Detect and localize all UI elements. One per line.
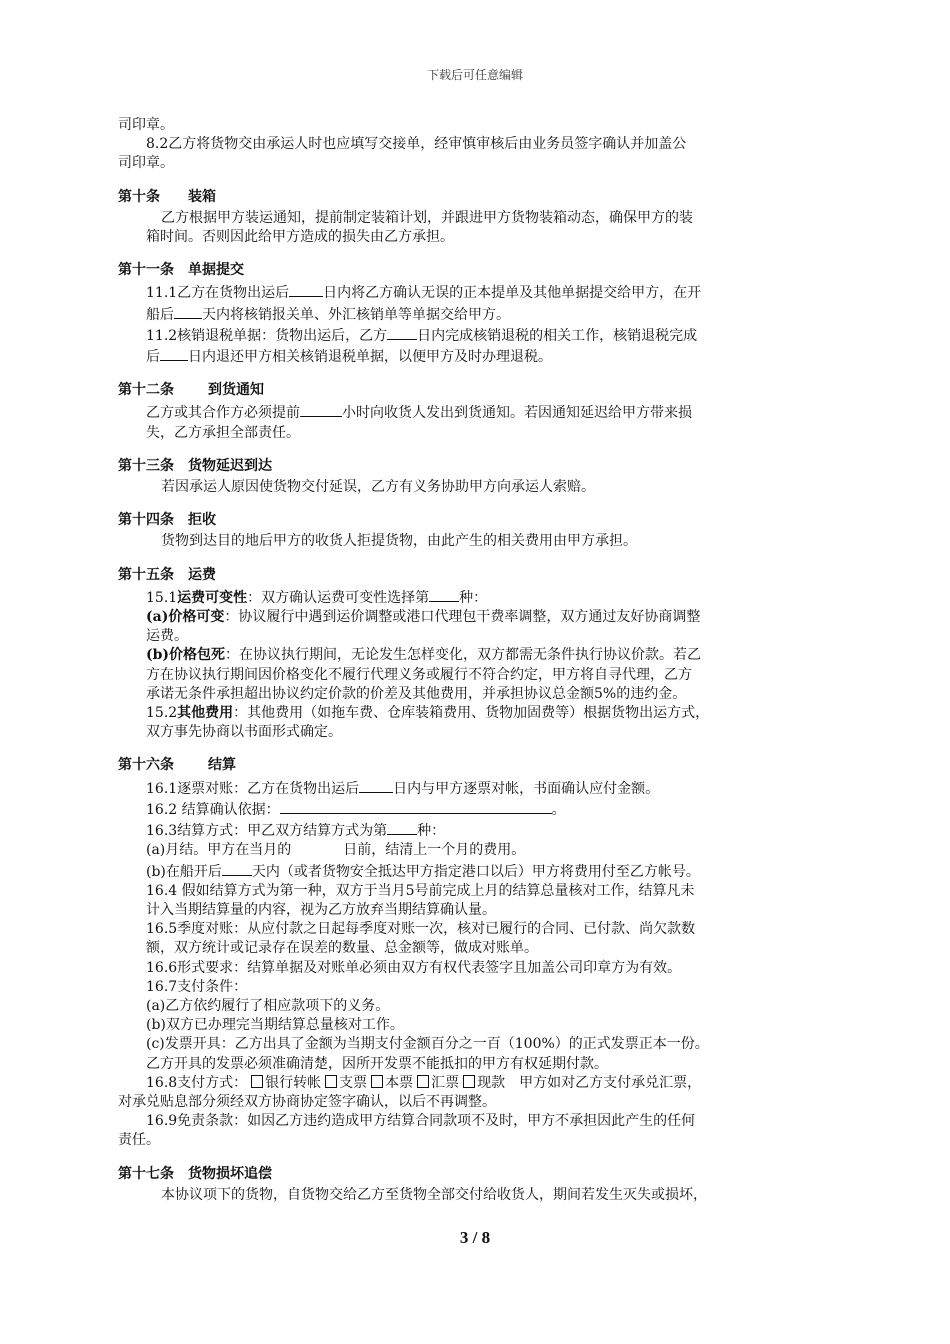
text-span: 。 [551,801,566,818]
text-line [118,861,823,882]
checkbox-label: 支票 [339,1074,368,1091]
text-line [118,325,823,346]
section-heading-14 [118,511,823,530]
document-body [118,116,823,1205]
checkbox-label: 汇票 [431,1074,460,1091]
blank-field[interactable] [300,402,342,417]
text-span: 种： [459,589,488,606]
text-line [118,608,823,627]
text-line: 运费。 [146,628,188,645]
section-heading-15 [118,566,823,585]
text-line: 计入当期结算量的内容，视为乙方放弃当期结算确认量。 [146,901,496,918]
text-line: 16.7支付条件： [146,978,248,995]
text-line: 箱时间。否则因此给甲方造成的损失由乙方承担。 [146,229,454,246]
text-line: 失，乙方承担全部责任。 [146,424,300,441]
section-title: 装箱 [188,188,216,205]
checkbox-draft[interactable] [417,1075,429,1088]
section-title: 单据提交 [188,262,244,279]
text-span: 种： [417,823,446,840]
blank-field[interactable] [280,799,552,814]
text-line: (a)乙方依约履行了相应款项下的义务。 [146,997,390,1014]
text-line [118,841,823,860]
checkbox-promissory-note[interactable] [371,1075,383,1088]
text-line [118,778,823,799]
page-header: 下载后可任意编辑 [426,68,523,82]
text-span: 日内将乙方确认无误的正本提单及其他单据提交给甲方，在开 [323,285,702,302]
text-span: ：其他费用（如拖车费、仓库装箱费用、货物加固费等）根据货物出运方式， [233,705,710,722]
section-heading-10 [118,188,823,207]
section-heading-17 [118,1165,823,1184]
blank-field[interactable] [429,587,459,602]
text-span: 日前，结清上一个月的费用。 [343,842,526,859]
text-span: 16.8支付方式： [146,1074,248,1091]
section-number: 第十六条 [118,757,174,774]
blank-field[interactable] [387,325,417,340]
section-number: 第十条 [118,188,160,205]
text-line: 乙方根据甲方装运通知，提前制定装箱计划，并跟进甲方货物装箱动态，确保甲方的装 [161,209,693,226]
text-line: 若因承运人原因使货物交付延误，乙方有义务协助甲方向承运人索赔。 [161,479,595,496]
section-number: 第十七条 [118,1165,174,1182]
section-title: 到货通知 [208,382,264,399]
text-line: 货物到达目的地后甲方的收货人拒提货物，由此产生的相关费用由甲方承担。 [161,533,637,550]
section-title: 结算 [208,757,236,774]
blank-field[interactable] [174,304,202,319]
checkbox-bank-transfer[interactable] [251,1075,263,1088]
text-span: 天内将核销报关单、外汇核销单等单据交给甲方。 [202,306,510,323]
text-line: 责任。 [118,1132,160,1149]
text-line [118,346,823,367]
text-span: 小时向收货人发出到货通知。若因通知延迟给甲方带来损 [342,405,692,422]
text-span: 15.1 [146,589,178,606]
text-span: 16.3结算方式：甲乙双方结算方式为第 [146,823,388,840]
text-span: 日内完成核销退税的相关工作，核销退税完成 [417,327,698,344]
text-line [118,704,823,723]
text-line: (c)发票开具：乙方出具了金额为当期支付金额百分之一百（100%）的正式发票正本一份。 [146,1036,709,1053]
checkbox-cheque[interactable] [325,1075,337,1088]
section-title: 运费 [188,566,216,583]
section-title: 拒收 [188,512,216,529]
bold-term: 其他费用 [177,705,234,722]
text-span: 乙方或其合作方必须提前 [146,405,300,422]
text-span: 甲方如对乙方支付承兑汇票， [519,1074,702,1091]
text-span: ：在协议执行期间，无论发生怎样变化，双方都需无条件执行协议价款。若乙 [225,647,702,664]
text-span: 16.1逐票对账：乙方在货物出运后 [146,780,360,797]
text-line [118,646,823,665]
blank-field[interactable] [289,282,323,297]
text-span: 16.2 结算确认依据： [146,801,280,818]
page-number: 3 / 8 [459,1228,491,1247]
text-line: 本协议项下的货物，自货物交给乙方至货物全部交付给收货人，期间若发生灭失或损坏， [161,1186,707,1203]
text-line [118,402,823,423]
blank-field[interactable] [222,861,252,876]
section-number: 第十一条 [118,262,174,279]
blank-field[interactable] [359,778,393,793]
text-line: 司印章。 [118,155,174,172]
text-span: 日内与甲方逐票对帐，书面确认应付金额。 [393,780,660,797]
text-line: 承诺无条件承担超出协议约定价款的价差及其他费用，并承担协议总金额5%的违约金。 [146,685,687,702]
section-number: 第十二条 [118,382,174,399]
text-line [118,304,823,325]
section-number: 第十四条 [118,512,174,529]
text-line [118,1074,823,1093]
text-line: 8.2乙方将货物交由承运人时也应填写交接单，经审慎审核后由业务员签字确认并加盖公 [146,136,687,153]
text-line [118,587,823,608]
checkbox-cash[interactable] [463,1075,475,1088]
text-line: 双方事先协商以书面形式确定。 [146,724,342,741]
blank-field[interactable] [160,346,188,361]
text-line: 方在协议执行期间因价格变化不履行代理义务或履行不符合约定，甲方将自寻代理，乙方 [146,666,692,683]
blank-field[interactable] [387,820,417,835]
text-line: 16.9免责条款：如因乙方违约造成甲方结算合同款项不及时，甲方不承担因此产生的任何 [146,1113,696,1130]
text-span: 船后 [146,306,174,323]
section-number: 第十五条 [118,566,174,583]
text-line [118,282,823,303]
text-line: 司印章。 [118,117,174,133]
text-span: ：双方确认运费可变性选择第 [247,589,430,606]
bold-term: (b)价格包死 [146,647,226,664]
text-line: (b)双方已办理完当期结算总量核对工作。 [146,1017,404,1034]
text-span: (b)在船开后 [146,863,222,880]
text-span: (a)月结。甲方在当月的 [146,842,292,859]
text-line [118,820,823,841]
text-line: 16.4 假如结算方式为第一种，双方于当月5号前完成上月的结算总量核对工作，结算凡未 [146,882,695,899]
text-span: 天内（或者货物安全抵达甲方指定港口以后）甲方将费用付至乙方帐号。 [251,863,700,880]
text-span: 日内退还甲方相关核销退税单据，以便甲方及时办理退税。 [188,349,552,366]
section-heading-11 [118,261,823,280]
checkbox-label: 本票 [385,1074,414,1091]
text-line: 对承兑贴息部分须经双方协商协定签字确认，以后不再调整。 [118,1093,496,1110]
text-span: 后 [146,349,160,366]
section-number: 第十三条 [118,457,174,474]
text-span: ：协议履行中遇到运价调整或港口代理包干费率调整，双方通过友好协商调整 [224,609,701,626]
text-line: 乙方开具的发票必须准确清楚，因所开发票不能抵扣的甲方有权延期付款。 [146,1055,608,1072]
section-heading-13 [118,457,823,476]
text-span: 11.2核销退税单据：货物出运后，乙方 [146,327,388,344]
text-line: 16.5季度对账：从应付款之日起每季度对账一次，核对已履行的合同、已付款、尚欠款数 [146,921,696,938]
bold-term: (a)价格可变 [146,609,225,626]
text-line: 16.6形式要求：结算单据及对账单必须由双方有权代表签字且加盖公司印章方为有效。 [146,959,682,976]
section-title: 货物延迟到达 [188,457,272,474]
text-span: 15.2 [146,705,178,722]
section-title: 货物损坏追偿 [188,1165,272,1182]
section-heading-12 [118,381,823,400]
text-line [118,799,823,820]
checkbox-label: 银行转帐 [265,1074,322,1091]
checkbox-label: 现款 [477,1074,506,1091]
section-heading-16 [118,756,823,775]
text-span: 11.1乙方在货物出运后 [146,285,290,302]
bold-term: 运费可变性 [177,589,248,606]
text-line: 额，双方统计或记录存在误差的数量、总金额等，做成对账单。 [146,940,538,957]
